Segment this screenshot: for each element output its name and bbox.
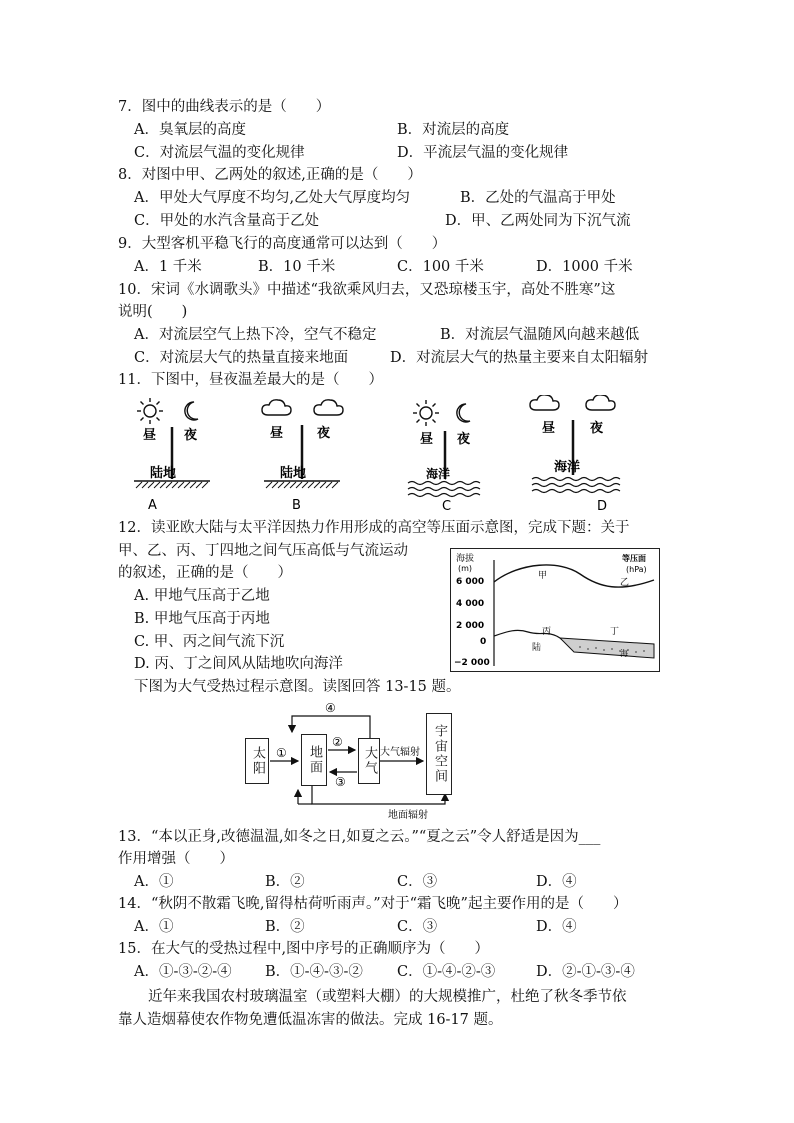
q11-d-surface: 海洋: [554, 460, 581, 475]
q11-panel-d: [530, 395, 620, 513]
q11-d-day: 昼: [542, 421, 556, 436]
q12-point-ding: 丁: [610, 627, 620, 637]
q11-b-surface: 陆地: [280, 466, 307, 481]
arrow-3-label: ③: [335, 775, 346, 789]
q13-option-d: D．④: [536, 874, 577, 890]
q11-a-surface: 陆地: [150, 466, 177, 481]
q13-option-b: B．②: [265, 874, 305, 890]
q12-stem-line1: 12．读亚欧大陆与太平洋因热力作用形成的高空等压面示意图，完成下题：关于: [118, 520, 630, 536]
sun-icon: [413, 400, 439, 426]
q7-option-b: B．对流层的高度: [397, 122, 510, 138]
q15-stem: 15．在大气的受热过程中,图中序号的正确顺序为（ ）: [118, 941, 490, 957]
q7-option-a: A．臭氧层的高度: [134, 122, 246, 138]
ground-radiation-label: 地面辐射: [388, 810, 428, 821]
q11-panel-a: [134, 398, 210, 513]
ground-box: 地面: [301, 734, 327, 786]
q10-stem-line2: 说明( ): [118, 304, 188, 320]
space-box: 宇宙空间: [426, 713, 452, 795]
cloud-icon: [314, 400, 343, 415]
q14-option-a: A．①: [134, 919, 174, 935]
q12-tick-4000: 4 000: [456, 599, 485, 609]
q12-tick-0: 0: [480, 637, 487, 647]
q7-stem: 7．图中的曲线表示的是（ ）: [118, 99, 331, 115]
sun-box: 太阳: [245, 738, 269, 784]
q12-isobar-unit: (hPa): [626, 565, 647, 574]
q14-option-d: D．④: [536, 919, 577, 935]
q8-stem: 8．对图中甲、乙两处的叙述,正确的是（ ）: [118, 167, 422, 183]
q15-option-c: C．①-④-②-③: [397, 964, 496, 980]
q11-a-night: 夜: [184, 428, 198, 443]
q15-option-a: A．①-③-②-④: [134, 964, 232, 980]
q13-stem-line1: 13．“本以正身,改德温温,如冬之日,如夏之云。”“夏之云”令人舒适是因为___: [118, 829, 601, 845]
arrow-2-label: ②: [332, 735, 343, 749]
intro-13-15: 下图为大气受热过程示意图。读图回答 13-15 题。: [134, 679, 461, 695]
intro-16-17-line1: 近年来我国农村玻璃温室（或塑料大棚）的大规模推广，杜绝了秋冬季节依: [148, 989, 627, 1005]
q11-c-night: 夜: [457, 432, 471, 447]
q12-y-axis-title: 海拔: [456, 554, 475, 564]
moon-icon: [185, 402, 198, 420]
q11-b-day: 昼: [270, 426, 284, 441]
q12-option-d: D. 丙、丁之间风从陆地吹向海洋: [134, 656, 343, 672]
q11-panel-c: [408, 400, 480, 513]
q10-option-d: D．对流层大气的热量主要来自太阳辐射: [390, 350, 649, 366]
q11-c-day: 昼: [420, 432, 434, 447]
q12-tick-2000: 2 000: [456, 621, 485, 631]
atmosphere-box: 大气: [358, 738, 380, 784]
q11-c-letter: C: [442, 499, 452, 513]
q12-stem-line3: 的叙述，正确的是（ ）: [118, 565, 292, 581]
q9-option-b: B．10 千米: [258, 259, 336, 275]
q12-option-b: B. 甲地气压高于丙地: [134, 611, 270, 627]
q10-stem-line1: 10．宋词《水调歌头》中描述“我欲乘风归去，又恐琼楼玉宇，高处不胜寒”这: [118, 282, 616, 298]
q12-y-axis-unit: (m): [458, 564, 473, 573]
q9-option-a: A．1 千米: [134, 259, 202, 275]
q12-stem-line2: 甲、乙、丙、丁四地之间气压高低与气流运动: [118, 543, 408, 559]
q12-option-c: C. 甲、丙之间气流下沉: [134, 634, 285, 650]
q12-tick-neg2000: −2 000: [454, 658, 490, 668]
q11-b-letter: B: [292, 498, 301, 513]
q12-land-label: 陆: [532, 643, 542, 653]
q8-option-b: B．乙处的气温高于甲处: [460, 190, 616, 206]
q12-point-bing: 丙: [542, 627, 552, 637]
q12-tick-6000: 6 000: [456, 577, 485, 587]
q15-option-d: D．②-①-③-④: [536, 964, 635, 980]
q13-option-a: A．①: [134, 874, 174, 890]
q7-option-d: D．平流层气温的变化规律: [397, 145, 569, 161]
q13-stem-line2: 作用增强（ ）: [118, 851, 234, 867]
water-waves: [532, 478, 620, 493]
q11-b-night: 夜: [317, 426, 331, 441]
q11-figure: [120, 395, 660, 513]
cloud-icon: [530, 395, 559, 410]
q12-isobar-figure: [450, 548, 660, 672]
q11-a-letter: A: [148, 498, 157, 513]
q12-sea-label: 海: [620, 649, 628, 658]
q11-c-surface: 海洋: [426, 467, 451, 481]
q11-d-night: 夜: [590, 421, 604, 436]
q12-option-a: A. 甲地气压高于乙地: [134, 588, 270, 604]
q11-panel-b: [262, 400, 343, 513]
q7-option-c: C．对流层气温的变化规律: [134, 145, 305, 161]
cloud-icon: [586, 395, 615, 410]
arrow-4-label: ④: [325, 701, 336, 715]
q10-option-a: A．对流层空气上热下冷，空气不稳定: [134, 327, 377, 343]
q13-option-c: C．③: [397, 874, 438, 890]
q14-option-c: C．③: [397, 919, 438, 935]
q8-option-c: C．甲处的水汽含量高于乙处: [134, 213, 320, 229]
atm-radiation-label: 大气辐射: [380, 747, 420, 758]
q12-point-yi: 乙: [620, 578, 630, 588]
sun-icon: [137, 398, 163, 424]
q10-option-c: C．对流层大气的热量直接来地面: [134, 350, 349, 366]
heat-process-diagram: [240, 698, 480, 824]
q9-option-c: C．100 千米: [397, 259, 484, 275]
q11-a-day: 昼: [143, 428, 157, 443]
arrow-1-label: ①: [276, 746, 287, 760]
intro-16-17-line2: 靠人造烟幕使农作物免遭低温冻害的做法。完成 16-17 题。: [118, 1012, 503, 1028]
q11-stem: 11．下图中，昼夜温差最大的是（ ）: [118, 372, 383, 388]
cloud-icon: [262, 400, 291, 415]
q8-option-a: A．甲处大气厚度不均匀,乙处大气厚度均匀: [134, 190, 411, 206]
q8-option-d: D．甲、乙两处同为下沉气流: [445, 213, 631, 229]
moon-icon: [457, 404, 470, 422]
q11-d-letter: D: [597, 499, 608, 513]
q9-option-d: D．1000 千米: [536, 259, 633, 275]
q14-stem: 14．“秋阴不散霜飞晚,留得枯荷听雨声。”对于“霜飞晚”起主要作用的是（ ）: [118, 896, 628, 912]
q14-option-b: B．②: [265, 919, 305, 935]
water-waves: [408, 482, 480, 497]
q15-option-b: B．①-④-③-②: [265, 964, 363, 980]
q9-stem: 9．大型客机平稳飞行的高度通常可以达到（ ）: [118, 236, 447, 252]
q10-option-b: B．对流层气温随风向越来越低: [440, 327, 640, 343]
q12-point-jia: 甲: [538, 571, 548, 581]
q12-isobar-label: 等压面: [622, 554, 646, 563]
